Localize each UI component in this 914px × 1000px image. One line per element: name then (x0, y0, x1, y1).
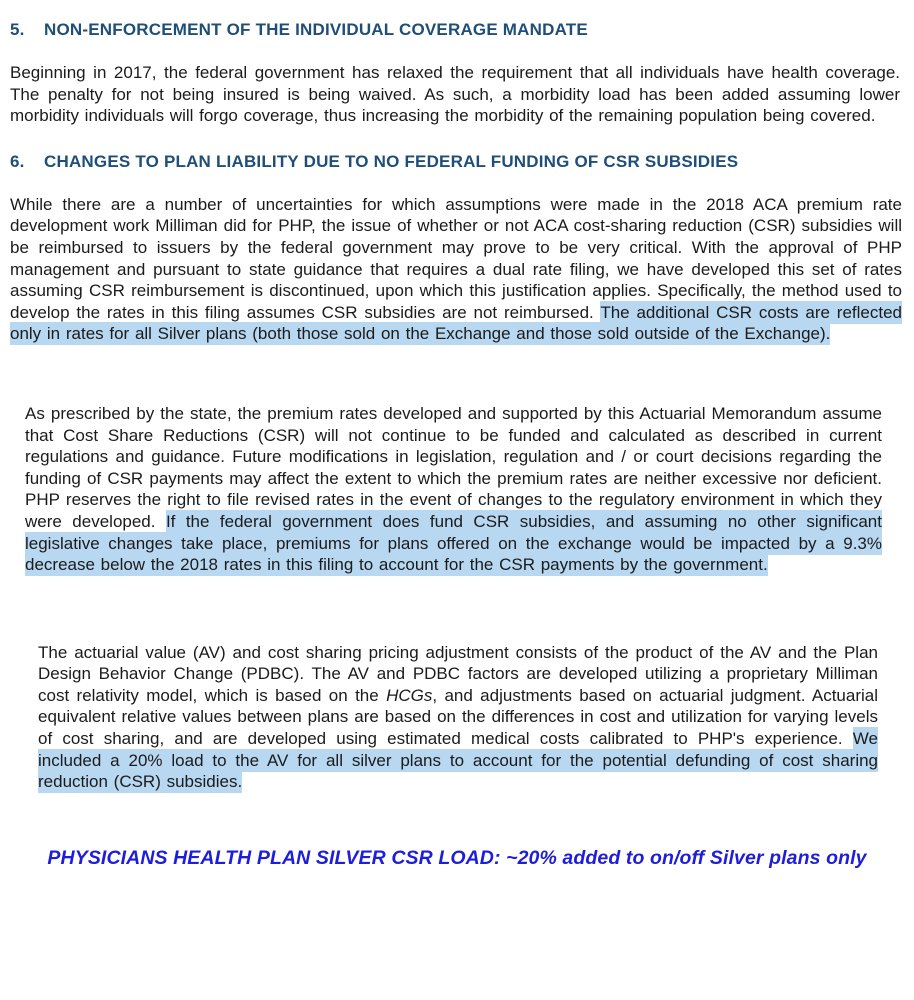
paragraph-state-prescription-text: As prescribed by the state, the premium rates developed and supported by this Actuarial Memorandum assume that Cost Share Reductions (CSR) will not continue to be funded and calculated as described in current regulations and guidance. Future modifications in legislation, regulation and / or court decisions regarding the funding of CSR payments may affect the extent to which the premium rates are neither excessive nor deficient. PHP reserves the right to file revised rates in the event of changes to the regulatory environment in which they were developed. (25, 403, 882, 531)
paragraph-csr-uncertainties-text: While there are a number of uncertainties for which assumptions were made in the 2018 ACA premium rate development work Milliman did for PHP, the issue of whether or not ACA cost-sharing reduction (CSR) subsidies will be reimbursed to issuers by the federal government may prove to be very critical. With the approval of PHP management and pursuant to state guidance that requires a dual rate filing, we have developed this set of rates assuming CSR reimbursement is discontinued, upon which this justification applies. Specifically, the method used to develop the rates in this filing assumes CSR subsidies are not reimbursed. (10, 194, 902, 322)
paragraph-actuarial-value-text-2: , and adjustments based on actuarial judgment. Actuarial equivalent relative values between plans are based on the differences in cost and utilization for varying levels of cost sharing, and are developed using estimated medical costs calibrated to PHP's experience. (38, 685, 879, 749)
section-5-heading (10, 20, 900, 39)
section-6-title: CHANGES TO PLAN LIABILITY DUE TO NO FEDERAL FUNDING OF CSR SUBSIDIES (44, 151, 739, 171)
highlight-av-silver-load: We included a 20% load to the AV for all silver plans to account for the potential defunding of cost sharing reduction (CSR) subsidies. (38, 729, 878, 792)
highlight-csr-funding-decrease: If the federal government does fund CSR subsidies, and assuming no other significant legislative changes take place, premiums for plans offered on the exchange would be impacted by a 9.3% decrease below the 2018 rates in this filing to account for the CSR payments by the government. (25, 511, 882, 575)
section-5-number: 5. (10, 20, 25, 39)
paragraph-actuarial-value-text-1: The actuarial value (AV) and cost sharing pricing adjustment consists of the product of the AV and the Plan Design Behavior Change (PDBC). The AV and PDBC factors are developed utilizing a proprietary Milliman cost relativity model, which is based on the (38, 642, 878, 705)
section-6-number: 6. (10, 151, 25, 171)
section-6-heading (10, 152, 900, 171)
annotation-silver-csr-load: PHYSICIANS HEALTH PLAN SILVER CSR LOAD: ~20% added to on/off Silver plans only (47, 846, 867, 869)
hcgs-italic-term: HCGs (386, 685, 433, 705)
paragraph-state-prescription (25, 403, 882, 576)
section-5-title: NON-ENFORCEMENT OF THE INDIVIDUAL COVERAGE MANDATE (44, 20, 588, 39)
paragraph-csr-uncertainties (10, 194, 902, 345)
paragraph-actuarial-value (38, 642, 878, 793)
paragraph-individual-mandate: Beginning in 2017, the federal government has relaxed the requirement that all individuals have health coverage. The penalty for not being insured is being waived. As such, a morbidity load has been added assuming lower morbidity individuals will forgo coverage, thus increasing the morbidity of the remaining population being covered. (10, 63, 900, 126)
highlight-silver-plans-csr-costs: The additional CSR costs are reflected only in rates for all Silver plans (both those sold on the Exchange and those sold outside of the Exchange). (10, 302, 902, 344)
